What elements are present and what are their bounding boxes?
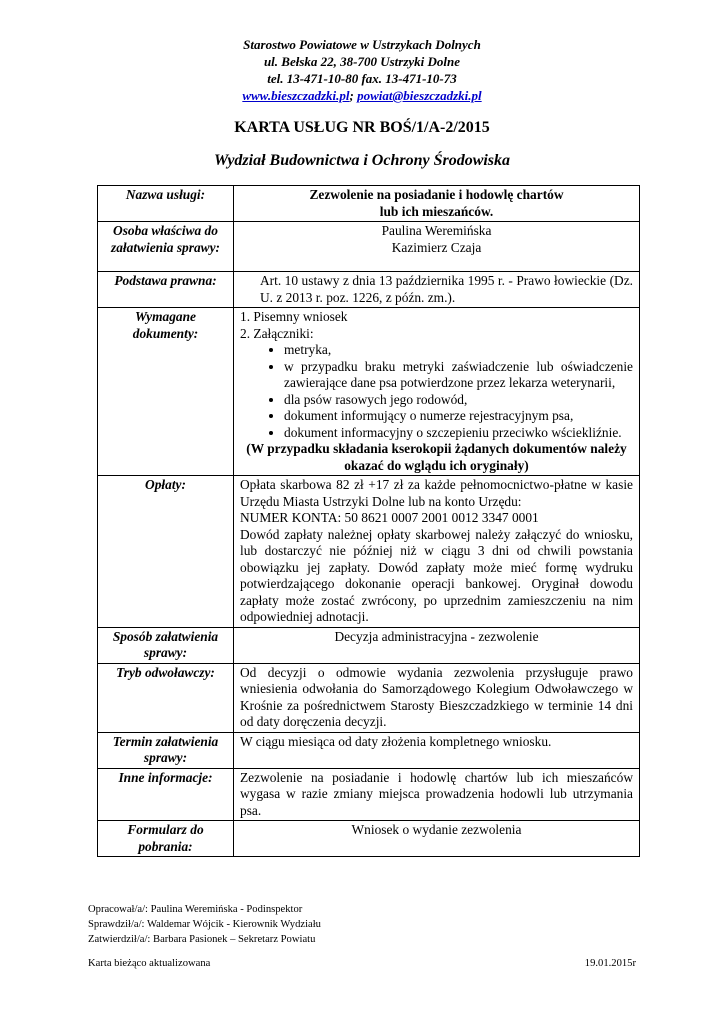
doc-item-1: 1. Pisemny wniosek [240, 309, 348, 324]
row-responsible-person [98, 222, 640, 272]
row-deadline [98, 732, 640, 768]
office-name: Starostwo Powiatowe w Ustrzykach Dolnych [243, 37, 481, 52]
label-other-info: Inne informacje: [98, 768, 234, 821]
prepared-by: Opracował/a/: Paulina Weremińska - Podinspektor [88, 904, 303, 915]
value-fees [234, 476, 640, 628]
value-required-documents [234, 308, 640, 476]
label-deadline: Termin załatwienia sprawy: [98, 732, 234, 768]
value-service-name [234, 186, 640, 222]
value-deadline: W ciągu miesiąca od daty złożenia kompletnego wniosku. [234, 732, 640, 768]
fees-text-2: Dowód zapłaty należnej opłaty skarbowej należy załączyć do wniosku, lub dostarczyć nie później niż w ciągu 3 dni od chwili powstania obowiązku jej zapłaty. Dowód zapłaty może mieć formę wydruku potwierdzającego dokonanie operacji bankowej. Oryginał dowodu zapłaty może zostać zwrócony, po uprzednim zamieszczeniu na nim odpowiedniej adnotacji. [240, 526, 633, 624]
office-header [0, 36, 724, 104]
row-appeal-procedure [98, 663, 640, 732]
row-download-form [98, 821, 640, 857]
label-handling-method: Sposób załatwienia sprawy: [98, 627, 234, 663]
checked-by: Sprawdził/a/: Waldemar Wójcik - Kierownik Wydziału [88, 919, 321, 930]
label-legal-basis: Podstawa prawna: [98, 272, 234, 308]
card-title: KARTA USŁUG NR BOŚ/1/A-2/2015 [234, 119, 490, 136]
doc-item-2: 2. Załączniki: [240, 325, 314, 341]
approved-by: Zatwierdził/a/: Barbara Pasionek – Sekretarz Powiatu [88, 934, 316, 945]
list-item: • dokument informujący o numerze rejestracyjnym psa, [284, 408, 633, 425]
label-responsible-person: Osoba właściwa do załatwienia sprawy: [98, 222, 234, 272]
office-links [0, 87, 724, 104]
signatures [88, 902, 321, 947]
card-date: 19.01.2015r [584, 958, 636, 969]
label-download-form: Formularz do pobrania: [98, 821, 234, 857]
row-required-documents [98, 308, 640, 476]
update-note: Karta bieżąco aktualizowana [88, 958, 211, 969]
label-service-name: Nazwa usługi: [98, 186, 234, 222]
originals-note: (W przypadku składania kserokopii żądanych dokumentów należy okazać do wglądu ich oryginały) [246, 441, 627, 473]
value-download-form[interactable]: Wniosek o wydanie zezwolenia [234, 821, 640, 857]
service-name-line1: Zezwolenie na posiadanie i hodowlę chartów [309, 187, 564, 202]
value-other-info: Zezwolenie na posiadanie i hodowlę chartów lub ich mieszańców wygasa w razie zmiany miejsca prowadzenia hodowli lub utrzymania psa. [234, 768, 640, 821]
row-other-info [98, 768, 640, 821]
label-required-documents: Wymagane dokumenty: [98, 308, 234, 476]
row-fees [98, 476, 640, 628]
value-legal-basis: Art. 10 ustawy z dnia 13 października 1995 r. - Prawo łowieckie (Dz. U. z 2013 r. poz. 1226, z późn. zm.). [234, 272, 640, 308]
email-link[interactable]: powiat@bieszczadzki.pl [357, 88, 482, 103]
label-fees: Opłaty: [98, 476, 234, 628]
service-name-line2: lub ich mieszańców. [379, 203, 494, 219]
row-service-name [98, 186, 640, 222]
list-item: • dla psów rasowych jego rodowód, [284, 392, 633, 409]
value-responsible-person [234, 222, 640, 272]
list-item: • metryka, [284, 342, 633, 359]
bank-account-number: NUMER KONTA: 50 8621 0007 2001 0012 3347 0001 [240, 510, 539, 525]
value-appeal-procedure: Od decyzji o odmowie wydania zezwolenia przysługuje prawo wniesienia odwołania do Samorządowego Kolegium Odwoławczego w Krośnie za pośrednictwem Starosty Bieszczadzkiego w terminie 14 dni od daty doręczenia decyzji. [234, 663, 640, 732]
list-item: • w przypadku braku metryki zaświadczenie lub oświadczenie zawierające dane psa potwierdzone przez lekarza weterynarii, [284, 359, 633, 392]
office-phone: tel. 13-471-10-80 fax. 13-471-10-73 [267, 71, 457, 86]
person-name-2: Kazimierz Czaja [391, 239, 482, 255]
list-item: • dokument informacyjny o szczepieniu przeciwko wściekliźnie. [284, 425, 633, 442]
attachments-list [240, 342, 633, 441]
links-separator: ; [349, 88, 358, 103]
office-address: ul. Bełska 22, 38-700 Ustrzyki Dolne [263, 54, 461, 69]
row-legal-basis [98, 272, 640, 308]
service-card-table [97, 185, 640, 857]
value-handling-method: Decyzja administracyjna - zezwolenie [234, 627, 640, 663]
row-handling-method [98, 627, 640, 663]
fees-text-1: Opłata skarbowa 82 zł +17 zł za każde pełnomocnictwo-płatne w kasie Urzędu Miasta Ustrzyki Dolne lub na konto Urzędu: [240, 477, 633, 509]
label-appeal-procedure: Tryb odwoławczy: [98, 663, 234, 732]
department-name: Wydział Budownictwa i Ochrony Środowiska [213, 152, 511, 169]
person-name-1: Paulina Weremińska [381, 223, 492, 238]
website-link[interactable]: www.bieszczadzki.pl [242, 88, 350, 103]
